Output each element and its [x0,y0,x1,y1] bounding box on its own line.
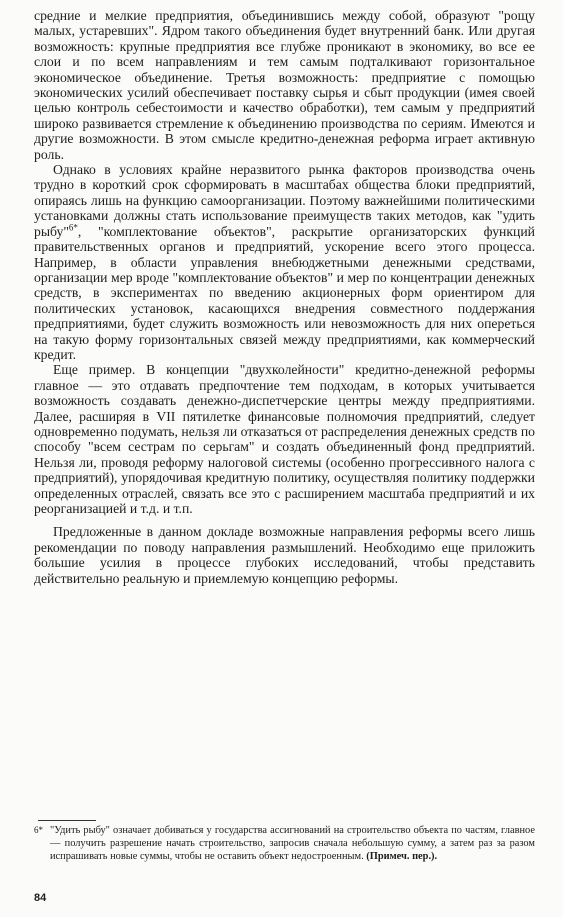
body-text [34,8,535,586]
paragraph-3: Еще пример. В концепции "двухколейности" кредитно-денежной реформы главное — это отдавать предпочтение тем подходам, в которых учитывается возможность создавать денежно-диспетчерские центры между предприятиями. Далее, расширяя в VII пятилетке финансовые полномочия предприятий, следует одновременно подумать, нельзя ли отказаться от распределения денежных средств по способу "всем сестрам по серьгам" и создать объединенный фонд предприятий. Нельзя ли, проводя реформу налоговой системы (особенно прогрессивного налога с предприятий), упорядочивая кредитную политику, осуществляя политику поддержки определенных отраслей, связать все это с расширением масштаба предприятий и их реорганизацией и т.д. и т.п. [34,362,535,516]
paragraph-2 [34,162,535,362]
paragraph-4: Предложенные в данном докладе возможные направления реформы всего лишь рекомендации по поводу направления размышлений. Необходимо еще приложить большие усилия в процессе глубоких исследований, чтобы представить действительно реальную и приемлемую концепцию реформы. [34,524,535,586]
footnote-reference: 6* [68,222,78,233]
paragraph-2-part-2: , "комплектование объектов", раскрытие организаторских функций правительственных органов и предприятий, ускорение всего этого процесса. Например, в области управления внебюджетными денежными средствами, организации мер вроде "комплектование объектов" и мер по концентрации денежных средств, в экспериментах по введению акционерных форм ориентиром для политических установок, касающихся внедрения совместного поддержания предприятиями, будет служить возможность или невозможность для них опереться на такую форму горизонтальных связей между предприятиями, как коммерческий кредит. [34,223,535,362]
footnote-text: "Удить рыбу" означает добиваться у государства ассигнований на строительство объекта по частям, главное — получить разрешение начать строительство, запросив сначала небольшую сумму, а затем раз за разом испрашивать новые суммы, чтобы не оставить объект недостроенным. [50,825,535,862]
footnote-translator-note: (Примеч. пер.). [366,851,438,862]
footnote [34,824,535,863]
page-number: 84 [34,892,47,904]
paragraph-2-part-1: Однако в условиях крайне неразвитого рынка факторов производства очень трудно в короткий срок сформировать в масштабах общества блоки предприятий, опираясь лишь на функцию самоорганизации. Поэтому важнейшими политическими установками должны стать использование преимуществ таких методов, как "удить рыбу" [34,162,535,239]
footnote-marker: 6* [34,825,43,835]
paragraph-1: средние и мелкие предприятия, объединившись между собой, образуют "рощу малых, устаревших". Ядром такого объединения будет внутренний банк. Или другая возможность: крупные предприятия все глубже проникают в экономику, во все ее слои и по всем направлениям и тем самым подталкивают горизонтальное экономическое объединение. Третья возможность: предприятие с помощью экономических усилий обеспечивает поставку сырья и сбыт продукции (имея своей целью контроль себестоимости и качество обработки), тем самым у предприятий широко развивается стремление к объединению производства по сериям. Имеются и другие возможности. В этом смысле кредитно-денежная реформа играет активную роль. [34,8,535,162]
footnote-body [34,824,535,863]
footnote-divider [38,820,96,821]
